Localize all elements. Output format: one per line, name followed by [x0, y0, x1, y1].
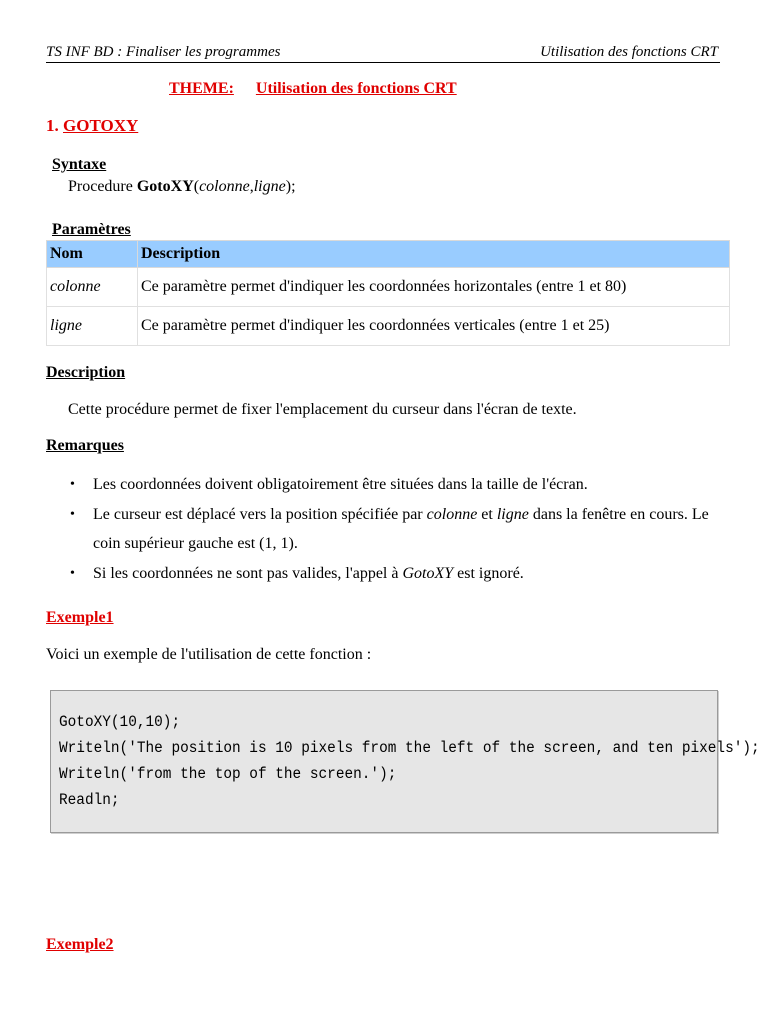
remark-2-text-a: Le curseur est déplacé vers la position spécifiée par: [93, 505, 427, 523]
remark-2-text-d: ligne: [496, 505, 529, 523]
syntax-heading: Syntaxe: [52, 156, 107, 173]
table-row: [47, 268, 730, 307]
header-right-text: Utilisation des fonctions CRT: [540, 44, 718, 60]
remark-3-text-c: est ignoré.: [453, 564, 524, 582]
syntax-prefix: Procedure: [68, 178, 137, 195]
table-row: [47, 307, 730, 346]
param-name: ligne: [47, 307, 138, 346]
syntax-comma: ,: [249, 178, 254, 195]
description-heading: Description: [46, 364, 126, 381]
remark-1-text: Les coordonnées doivent obligatoirement être situées dans la taille de l'écran.: [93, 476, 588, 493]
params-table: [46, 240, 730, 346]
code-block: [50, 690, 760, 833]
remark-3-text-b: GotoXY: [402, 564, 454, 582]
syntax-func: GotoXY: [136, 178, 194, 195]
section-title: [46, 116, 138, 136]
params-heading: Paramètres: [52, 221, 131, 238]
syntax-arg1: colonne: [199, 178, 250, 195]
syntax-close: );: [285, 178, 296, 195]
params-col-desc: Description: [138, 241, 730, 268]
param-desc: Ce paramètre permet d'indiquer les coordonnées verticales (entre 1 et 25): [138, 307, 730, 346]
syntax-arg2: ligne: [253, 178, 286, 195]
section-number: 1.: [46, 116, 59, 135]
remark-2-text-e: dans la fenêtre en cours. Le coin supérieur gauche est (1, 1).: [93, 505, 709, 552]
example1-intro: Voici un exemple de l'utilisation de cette fonction :: [46, 646, 372, 663]
theme-title: [169, 80, 457, 98]
param-name: colonne: [47, 268, 138, 307]
description-text: Cette procédure permet de fixer l'emplacement du curseur dans l'écran de texte.: [68, 401, 577, 418]
theme-value: Utilisation des fonctions CRT: [255, 80, 457, 97]
example2-title: Exemple2: [46, 936, 114, 953]
list-item: [46, 500, 736, 559]
theme-label: THEME:: [169, 80, 234, 97]
remark-3-text-a: Si les coordonnées ne sont pas valides, l'appel à: [93, 564, 403, 582]
code-text: GotoXY(10,10); Writeln('The position is 10 pixels from the left of the screen, and ten pixels'); Writeln('from the top of the screen.'); Readln;: [59, 713, 760, 809]
param-desc: Ce paramètre permet d'indiquer les coordonnées horizontales (entre 1 et 80): [138, 268, 730, 307]
remark-2-text-b: colonne: [426, 505, 478, 523]
list-item: [46, 470, 736, 500]
params-col-name: Nom: [47, 241, 138, 268]
example1-title: Exemple1: [46, 609, 114, 626]
section-name: GOTOXY: [63, 116, 139, 135]
syntax-open: (: [193, 178, 200, 195]
params-header-row: [47, 241, 730, 268]
list-item: [46, 559, 736, 589]
remarks-heading: Remarques: [46, 437, 124, 454]
header-left-text: TS INF BD : Finaliser les programmes: [46, 44, 281, 60]
page-header: [46, 42, 720, 63]
remark-2-text-c: et: [477, 505, 497, 523]
syntax-line: [68, 178, 296, 196]
remarks-list: [46, 470, 736, 588]
